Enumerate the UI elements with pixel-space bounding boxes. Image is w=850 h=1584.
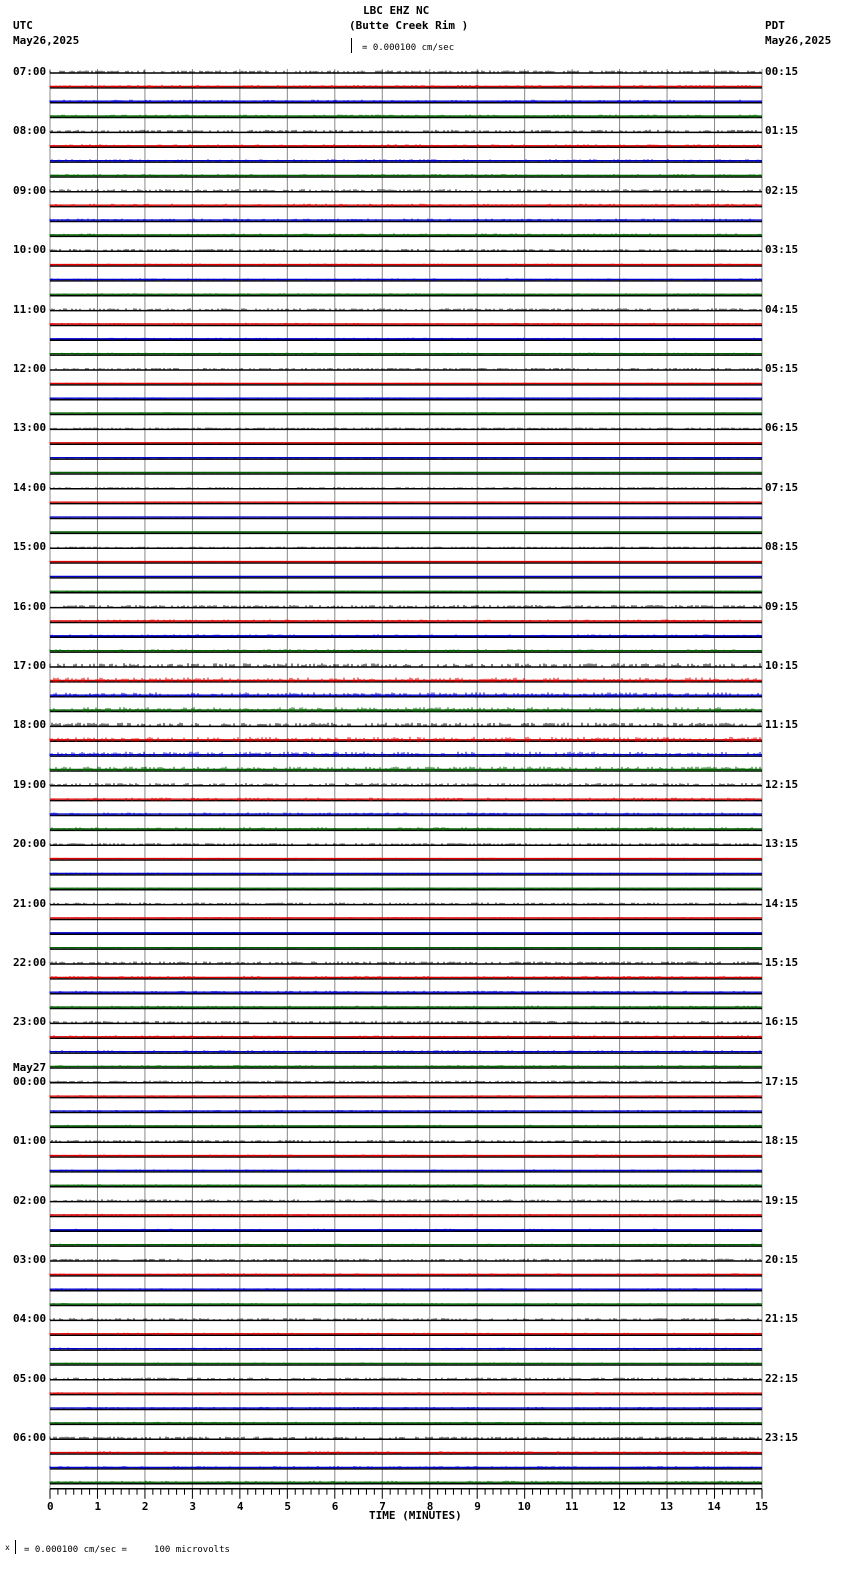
pdt-hour-label: 23:15 <box>765 1431 799 1445</box>
pdt-hour-label: 05:15 <box>765 362 799 375</box>
x-tick-label: 13 <box>660 1499 674 1513</box>
pdt-hour-label: 12:15 <box>765 777 799 791</box>
station-title: LBC EHZ NC <box>363 4 430 17</box>
utc-hour-label: 21:00 <box>13 896 47 910</box>
utc-hour-label: 10:00 <box>13 243 47 257</box>
pdt-hour-label: 20:15 <box>765 1253 799 1266</box>
pdt-hour-label: 10:15 <box>765 659 799 672</box>
trace-noise <box>52 634 760 637</box>
utc-hour-label: 09:00 <box>13 183 47 197</box>
pdt-hour-label: 03:15 <box>765 243 799 257</box>
utc-hour-label: 17:00 <box>13 659 47 672</box>
utc-hour-label: 16:00 <box>13 599 47 613</box>
utc-hour-label: 14:00 <box>13 480 47 494</box>
x-tick-label: 5 <box>284 1499 291 1513</box>
pdt-hour-label: 01:15 <box>765 124 799 138</box>
pdt-hour-label: 09:15 <box>765 599 799 613</box>
x-tick-label: 15 <box>755 1499 769 1513</box>
utc-hour-label: 01:00 <box>13 1134 47 1148</box>
x-tick-label: 9 <box>474 1499 481 1513</box>
x-tick-label: 7 <box>379 1499 386 1513</box>
utc-hour-label: 03:00 <box>13 1253 47 1266</box>
pdt-hour-label: 00:15 <box>765 65 799 78</box>
utc-hour-label: 00:00 <box>13 1074 47 1088</box>
right-timezone: PDT <box>765 19 785 32</box>
utc-hour-label: 22:00 <box>13 956 47 969</box>
left-timezone: UTC <box>13 19 33 32</box>
date-change-label: May27 <box>13 1061 47 1074</box>
utc-hour-label: 06:00 <box>13 1431 47 1445</box>
pdt-hour-label: 08:15 <box>765 540 799 554</box>
utc-hour-label: 19:00 <box>13 777 47 791</box>
x-tick-label: 12 <box>612 1499 626 1513</box>
pdt-hour-label: 17:15 <box>765 1074 799 1088</box>
utc-hour-label: 04:00 <box>13 1312 47 1326</box>
right-date: May26,2025 <box>765 34 832 47</box>
utc-hour-label: 15:00 <box>13 540 47 554</box>
pdt-hour-label: 13:15 <box>765 837 799 851</box>
scale-label: = 0.000100 cm/sec <box>362 43 455 53</box>
x-tick-label: 8 <box>426 1499 434 1513</box>
pdt-hour-label: 22:15 <box>765 1371 799 1385</box>
pdt-hour-label: 21:15 <box>765 1312 799 1326</box>
pdt-hour-label: 19:15 <box>765 1193 799 1207</box>
pdt-hour-label: 16:15 <box>765 1015 799 1029</box>
utc-hour-label: 08:00 <box>13 124 47 138</box>
utc-hour-label: 05:00 <box>13 1371 47 1385</box>
pdt-hour-label: 11:15 <box>765 718 799 732</box>
pdt-hour-label: 14:15 <box>765 896 799 910</box>
utc-hour-label: 07:00 <box>13 65 47 78</box>
x-tick-label: 1 <box>94 1499 102 1513</box>
utc-hour-label: 13:00 <box>13 421 47 435</box>
footer-scale-note: = 0.000100 cm/sec = 100 microvolts <box>24 1545 230 1555</box>
x-tick-label: 10 <box>517 1499 531 1513</box>
utc-hour-label: 20:00 <box>13 837 47 851</box>
pdt-hour-label: 07:15 <box>765 480 799 494</box>
utc-hour-label: 23:00 <box>13 1015 47 1029</box>
pdt-hour-label: 02:15 <box>765 183 799 197</box>
trace-noise <box>50 547 760 548</box>
footer-prefix: x <box>5 1543 10 1552</box>
x-tick-label: 11 <box>565 1499 579 1513</box>
x-tick-label: 0 <box>47 1499 54 1513</box>
pdt-hour-label: 04:15 <box>765 302 799 316</box>
utc-hour-label: 11:00 <box>13 302 47 316</box>
utc-hour-label: 12:00 <box>13 362 47 375</box>
x-tick-label: 6 <box>331 1499 339 1513</box>
trace-noise <box>50 487 760 488</box>
x-axis-label: TIME (MINUTES) <box>369 1509 462 1522</box>
site-name: (Butte Creek Rim ) <box>349 19 469 32</box>
x-tick-label: 3 <box>189 1499 197 1513</box>
pdt-hour-label: 18:15 <box>765 1134 799 1148</box>
pdt-hour-label: 06:15 <box>765 421 799 435</box>
left-date: May26,2025 <box>13 34 80 47</box>
utc-hour-label: 18:00 <box>13 718 47 732</box>
x-tick-label: 2 <box>141 1499 149 1513</box>
x-tick-label: 14 <box>707 1499 721 1513</box>
pdt-hour-label: 15:15 <box>765 956 799 969</box>
utc-hour-label: 02:00 <box>13 1193 47 1207</box>
x-tick-label: 4 <box>236 1499 244 1513</box>
